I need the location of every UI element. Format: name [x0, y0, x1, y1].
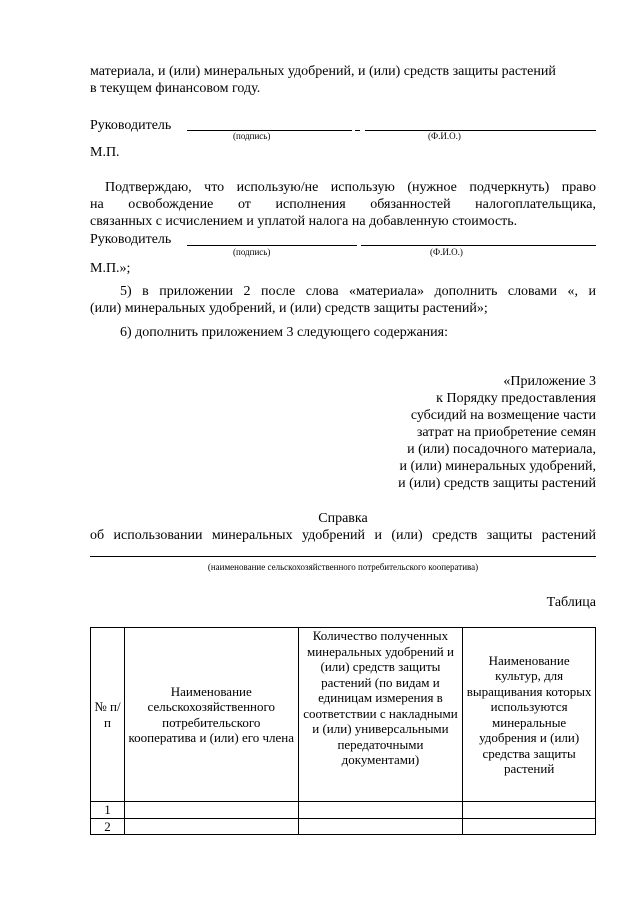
- item5-line-2: (или) минеральных удобрений, и (или) средств защиты растений»;: [90, 301, 488, 316]
- name-hint-2: (Ф.И.О.): [430, 247, 463, 257]
- signature-label-2: Руководитель: [90, 232, 172, 247]
- row-crops: [463, 802, 596, 819]
- intro-line-1: материала, и (или) минеральных удобрений, и (или) средств защиты растений: [90, 64, 556, 79]
- intro-line-2: в текущем финансовом году.: [90, 81, 261, 96]
- row-crops: [463, 818, 596, 835]
- item6-text: 6) дополнить приложением 3 следующего содержания:: [120, 325, 448, 340]
- certificate-title: Справка: [318, 511, 368, 526]
- appendix-line-3: субсидий на возмещение части: [410, 408, 596, 423]
- confirm-line-1: Подтверждаю, что использую/не использую (нужное подчеркнуть) право: [105, 180, 596, 195]
- confirm-line-3: связанных с исчислением и уплатой налога на добавленную стоимость.: [90, 214, 518, 229]
- appendix-line-1: «Приложение 3: [503, 374, 596, 389]
- usage-table: [90, 627, 596, 835]
- name-line: [365, 130, 596, 131]
- signature-label: Руководитель: [90, 118, 172, 133]
- row-quantity: [298, 818, 463, 835]
- header-quantity: Количество полученных минеральных удобрений и (или) средств защиты растений (по видам и единицам измерения в соответствии с накладными и (или) универсальными передаточными документами): [298, 628, 463, 802]
- header-cooperative-name: Наименование сельскохозяйственного потребительского кооператива и (или) его члена: [124, 628, 298, 802]
- appendix-line-7: и (или) средств защиты растений: [398, 476, 596, 491]
- header-number: № п/п: [91, 628, 125, 802]
- signature-hint-2: (подпись): [233, 247, 271, 257]
- appendix-line-4: затрат на приобретение семян: [416, 425, 596, 440]
- appendix-line-6: и (или) минеральных удобрений,: [399, 459, 596, 474]
- table-row: [91, 818, 596, 835]
- cooperative-name-line: [90, 556, 596, 557]
- header-crops: Наименование культур, для выращивания которых используются минеральные удобрения и (или) средства защиты растений: [463, 628, 596, 802]
- row-cooperative-name: [124, 802, 298, 819]
- row-cooperative-name: [124, 818, 298, 835]
- stamp-place: М.П.: [90, 145, 120, 160]
- appendix-line-2: к Порядку предоставления: [436, 391, 596, 406]
- row-number: 1: [91, 802, 125, 819]
- name-line-2: [361, 245, 596, 246]
- table-label: Таблица: [546, 595, 596, 610]
- signature-line-2: [187, 245, 357, 246]
- certificate-subtitle: об использовании минеральных удобрений и (или) средств защиты растений: [90, 528, 596, 543]
- confirm-line-2: на освобождение от исполнения обязанностей налогоплательщика,: [90, 197, 596, 212]
- table-header-row: [91, 628, 596, 802]
- table-row: [91, 802, 596, 819]
- row-quantity: [298, 802, 463, 819]
- signature-dash: [355, 130, 360, 131]
- appendix-line-5: и (или) посадочного материала,: [407, 442, 596, 457]
- cooperative-name-hint: (наименование сельскохозяйственного потребительского кооператива): [207, 562, 479, 572]
- item5-line-1: 5) в приложении 2 после слова «материала» дополнить словами «, и: [120, 284, 596, 299]
- stamp-place-2: М.П.»;: [90, 261, 131, 276]
- name-hint: (Ф.И.О.): [428, 131, 461, 141]
- signature-hint: (подпись): [233, 131, 271, 141]
- row-number: 2: [91, 818, 125, 835]
